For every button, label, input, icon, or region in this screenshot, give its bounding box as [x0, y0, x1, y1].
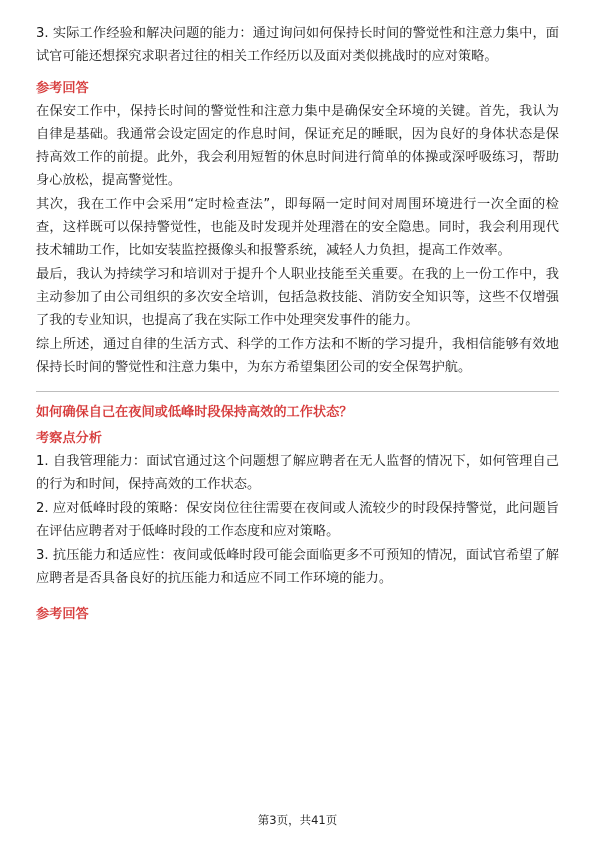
reference-answer-heading: 参考回答	[36, 81, 89, 96]
section-divider	[36, 391, 559, 392]
reference-answer-heading-next: 参考回答	[36, 607, 89, 622]
answer-paragraph-3: 最后，我认为持续学习和培训对于提升个人职业技能至关重要。在我的上一份工作中，我主动参加了由公司组织的多次安全培训，包括急救技能、消防安全知识等，这些不仅增强了我的专业知识，也提高了我在实际工作中处理突发事件的能力。	[36, 267, 559, 328]
document-page	[36, 22, 559, 626]
answer-paragraph-1: 在保安工作中，保持长时间的警觉性和注意力集中是确保安全环境的关键。首先，我认为自律是基础。我通常会设定固定的作息时间，保证充足的睡眠，因为良好的身体状态是保持高效工作的前提。此外，我会利用短暂的休息时间进行简单的体操或深呼吸练习，帮助身心放松，提高警觉性。	[36, 104, 559, 188]
question-title: 如何确保自己在夜间或低峰时段保持高效的工作状态？	[36, 405, 353, 420]
analysis-point-1: 1. 自我管理能力：面试官通过这个问题想了解应聘者在无人监督的情况下，如何管理自己的行为和时间，保持高效的工作状态。	[36, 454, 559, 492]
analysis-point-3: 3. 实际工作经验和解决问题的能力：通过询问如何保持长时间的警觉性和注意力集中，面试官可能还想探究求职者过往的相关工作经历以及面对类似挑战时的应对策略。	[36, 26, 559, 64]
answer-paragraph-2: 其次，我在工作中会采用“定时检查法”，即每隔一定时间对周围环境进行一次全面的检查，这样既可以保持警觉性，也能及时发现并处理潜在的安全隐患。同时，我会利用现代技术辅助工作，比如安装监控摄像头和报警系统，减轻人力负担，提高工作效率。	[36, 197, 559, 258]
page-number: 第3页，共41页	[257, 813, 338, 827]
analysis-point-3-next: 3. 抗压能力和适应性：夜间或低峰时段可能会面临更多不可预知的情况，面试官希望了解应聘者是否具备良好的抗压能力和适应不同工作环境的能力。	[36, 548, 559, 586]
answer-paragraph-4: 综上所述，通过自律的生活方式、科学的工作方法和不断的学习提升，我相信能够有效地保持长时间的警觉性和注意力集中，为东方希望集团公司的安全保驾护航。	[36, 337, 559, 375]
analysis-point-2: 2. 应对低峰时段的策略：保安岗位往往需要在夜间或人流较少的时段保持警觉，此问题旨在评估应聘者对于低峰时段的工作态度和应对策略。	[36, 501, 559, 539]
analysis-heading: 考察点分析	[36, 431, 102, 446]
